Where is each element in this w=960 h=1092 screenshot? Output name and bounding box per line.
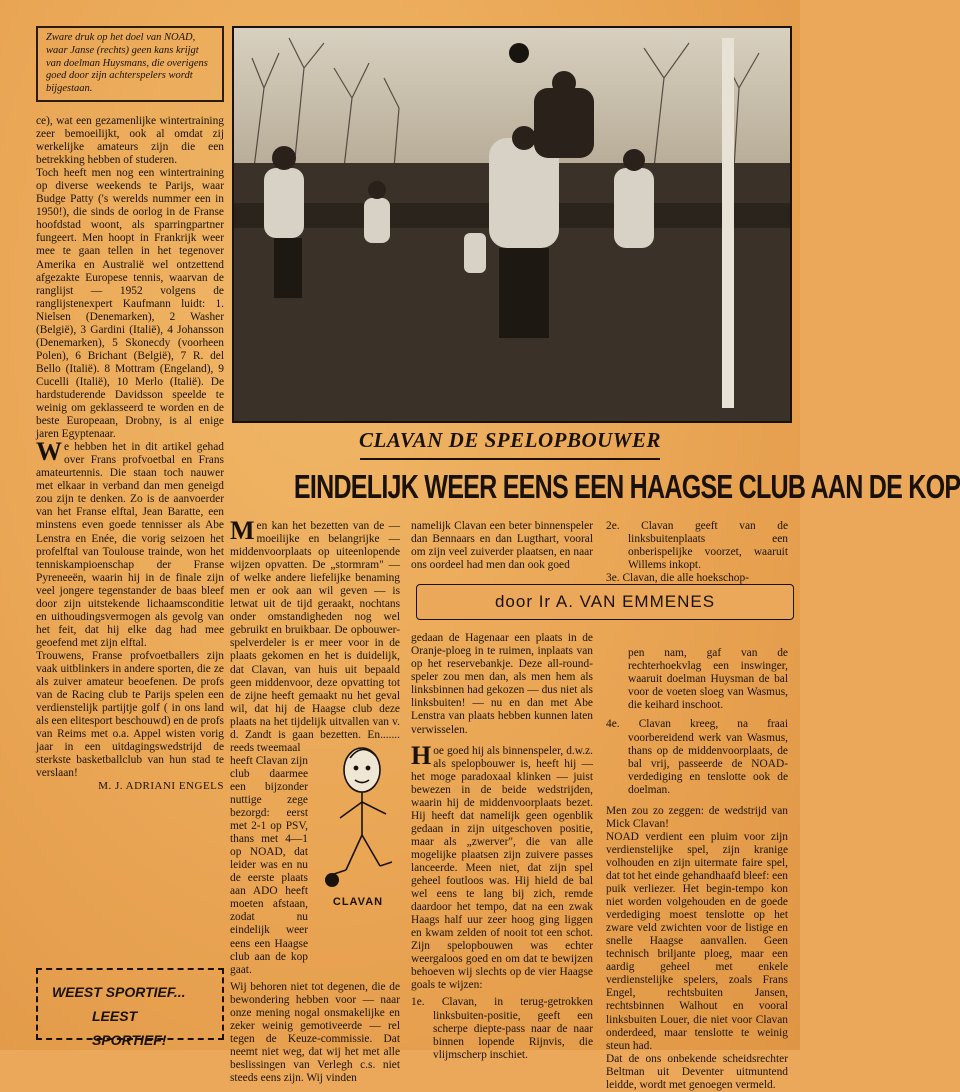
headline: EINDELIJK WEER EENS EEN HAAGSE CLUB AAN DE KOP xyxy=(293,468,960,505)
subheading: CLAVAN DE SPELOPBOUWER xyxy=(359,428,661,452)
paragraph: heeft Clavan zijn club daarmee een bijzonder nuttige zege bezorgd: eerst met 2-1 op PSV, thans met 4—1 op NOAD, dat leider was en nu de eerste plaats aan ADO heeft moeten afstaan, zodat nu eindelijk weer eens een Haagse club aan de kop gaat. xyxy=(230,754,308,976)
list-item: 4e. Clavan kreeg, na fraai voorbereidend werk van Wasmus, thans op de middenvoorplaats, de bal vrij, passeerde de NOAD-verdediging en tenslotte ook de doelman. xyxy=(606,718,788,796)
list-item: pen nam, gaf van de rechterhoekvlag een inswinger, waaruit doelman Huysman de bal voor de voeten sloeg van Wasmus, die keihard inschoot. xyxy=(628,647,788,712)
paragraph: gedaan de Hagenaar een plaats in de Oranje-ploeg in te ruimen, inplaats van op het reservebankje. Deze all-round-speler zou men dan, als men hem als linksbinnen had gekozen — dus niet als linksbuiten! — nu en dan met Abe Lenstra van plaats hebben kunnen laten verwisselen. xyxy=(411,632,593,736)
paragraph: We hebben het in dit artikel gehad over Frans profvoetbal en Frans amateurtennis. Die staan toch nauwer met elkaar in verband dan men geneigd zou zijn te denken. Zo is de aanvoerder van het Franse elftal, Jean Baratte, een minstens even goede tennisser als Abe Lenstra en Enée, die vorig seizoen het profelftal van Toulouse traindе, won het tenniskampioenschap der Franse Pyreneeën, waarin hij in de finale zijn veel jongere tegenstander de baas bleef door zijn uitstekende lichaamsconditie en uithoudingsvermogen als gevolg van het feit, dat hij elke dag had mee geoefend met zijn elftal. xyxy=(36,437,224,649)
paragraph: Hoe goed hij als binnenspeler, d.w.z. als spelopbouwer is, heeft hij — het moge paradoxaal klinken — juist bewezen in de beide wedstrijden, waarin hij de middenvoorplaats bezet. Hij heeft dat namelijk geen ogenblik gedaan in zijn uitgeschoven positie, maar als „zwerver", die van alle mogelijke plaatsen zijn zuivere passes lanceerde. Meen niet, dat zijn spel geheel foutloos was. Hij hield de bal wel eens te lang bij zich, remde daardoor het tempo, dat na een zwak Haags half uur zeer hoog ging liggen en kwam zelden of nooit tot een schot. Zijn spelopbouwen was echter weergaloos goed en om dat te bewijzen behoeven wij slechts op de vier Haagse goals te wijzen: xyxy=(411,740,593,992)
list-item: 2e. Clavan geeft van de linksbuitenplaats een onberispelijke voorzet, waaruit Willems inkopt. xyxy=(606,520,788,572)
cartoon-caption: CLAVAN xyxy=(332,896,384,908)
goals-list-cont-2 xyxy=(606,647,788,797)
byline: door Ir A. VAN EMMENES xyxy=(494,592,716,611)
photo-caption: Zware druk op het doel van NOAD, waar Janse (rechts) geen kans krijgt van doelman Huysmans, die overigens goed door zijn achterspelers wordt bijgestaan. xyxy=(36,26,224,102)
photo-illustration xyxy=(234,28,790,421)
paragraph: ce), wat een gezamenlijke wintertraining zeer bemoeilijkt, ook al omdat zij werkelijke amateurs zijn die een betrekking hebben of studeren. xyxy=(36,115,224,167)
byline-box xyxy=(416,584,794,620)
author-signature: M. J. ADRIANI ENGELS xyxy=(98,780,224,793)
slogan-box xyxy=(36,968,224,1048)
paragraph: Wij behoren niet tot degenen, die de bewondering hebben voor — naar onze mening nogal onsmakelijke en zeker weinig gemotiveerde — rel tegen de Keuze-commissie. Dat neemt niet weg, dat wij het met alle beslissingen van Verlegh c.s. niet steeds eens zijn. Wij vinden xyxy=(230,980,400,1084)
caricature-icon xyxy=(310,740,402,900)
slogan-line-1: WEEST SPORTIEF... xyxy=(52,984,186,1000)
subheading-underline xyxy=(360,458,660,460)
paragraph: Dat de ons onbekende scheidsrechter Beltman uit Deventer uitmuntend leidde, wordt met genoegen vermeld. xyxy=(606,1052,788,1091)
paragraph: NOAD verdient een pluim voor zijn verdienstelijke spel, zijn kranige volhouden en zijn uitermate faire spel, dat tot het einde gehandhaafd bleef: een puik verliezer. Het begin-tempo kon niet worden volgehouden en de goede verdediging moest tenslotte op het zware veld zwichten voor de listige en snelle Haagse aanvallen. Geen technisch briljante ploeg, maar een aardig geheel met enkele verdienstelijke spelers, zoals Frans Engel, rechtsbuiten Jansen, rechtsbinnen Walhout en vooral linksbuiten Louer, die niet voor Clavan onderdeed, maar tenslotte te weinig steun had. xyxy=(606,830,788,1052)
list-item: 3e. Clavan, die alle hoekschop- xyxy=(606,572,749,585)
clavan-cartoon xyxy=(310,740,402,915)
paragraph: Toch heeft men nog een wintertraining op diverse weekends te Parijs, waar Budge Patty ('s werelds nummer een in 1950!), die sinds de oorlog in de Franse hoofdstad woont, als sparringpartner fungeert. Men hoopt in Frankrijk weer mee te gaan tellen in het tegenover Amerika en Australië wel ontzettend afgezakte Europese tennis, waarvan de ranglijst — 1952 volgens de ranglijstenexpert Kaufmann luidt: 1. Nielsen (Denemarken), 2 Washer (België), 3 Gardini (Italië), 4 Johansson (Denemarken), 5 Skonecdy (voorheen Polen), 6 Brichant (België), 7 R. del Bello (Italië). 8 Mottram (Engeland), 9 Cucelli (Italië), 10 Merlo (Italië). De hardstuderende Davidsson speelde te weinig om geklasseerd te worden en de beste Europeaan, Drobny, is al enige jaren Egyptenaar. xyxy=(36,167,224,441)
paragraph: namelijk Clavan een beter binnenspeler dan Bennaars en dan Lugthart, vooral om zijn veel zuiverder plaatsen, en naar ons oordeel had men dan ook goed xyxy=(411,520,593,572)
football-match-photo xyxy=(232,26,792,423)
paragraph: Trouwens, Franse profvoetballers zijn vaak uitblinkers in andere sporten, die ze als zuiver amateur beoefenen. De profs van de Racing club te Parijs spelen een verdienstelijk partijtje golf ( in ons land als een elitesport beschouwd) en de profs van Reims met o.a. Appel wisten vorig jaar in een uitdagingswedstrijd de sterkste basketballclub van hun stad te verslaan! xyxy=(36,649,224,780)
list-item: 1e. Clavan, in terug-getrokken linksbuiten-positie, geeft een scherpe diepte-pass naar de naar binnen lopende Rijnvis, die vlijmscherp inschiet. xyxy=(411,996,593,1061)
paragraph: Men zou zo zeggen: de wedstrijd van Mick Clavan! xyxy=(606,804,788,830)
slogan-line-2: LEEST SPORTIEF! xyxy=(92,1008,167,1048)
column-left xyxy=(36,115,224,793)
paragraph: Men kan het bezetten van de — moeilijke en belangrijke — middenvoorplaats op uiteenlopende wijzen opvatten. De „stormram" — of welke andere liefelijke benaming men er ook aan wil geven — is letwat uit de tijd geraakt, nochtans onder omstandigheden nog wel gebruikt en bruikbaar. De opbouwer-spelverdeler is er meer voor in de plaats gekomen en het is duidelijk, dat Clavan, van huis uit bepaald geen middenvoor, deze opvatting tot de zijne heeft gemaakt nu het geval wil, dat hij de Haagse club deze plaats na het tijdelijk uitvallen van v. d. Zandt is gaan bezetten. En....... reeds tweemaal xyxy=(230,516,400,754)
goals-list-cont xyxy=(606,520,788,585)
goals-list xyxy=(411,996,593,1061)
